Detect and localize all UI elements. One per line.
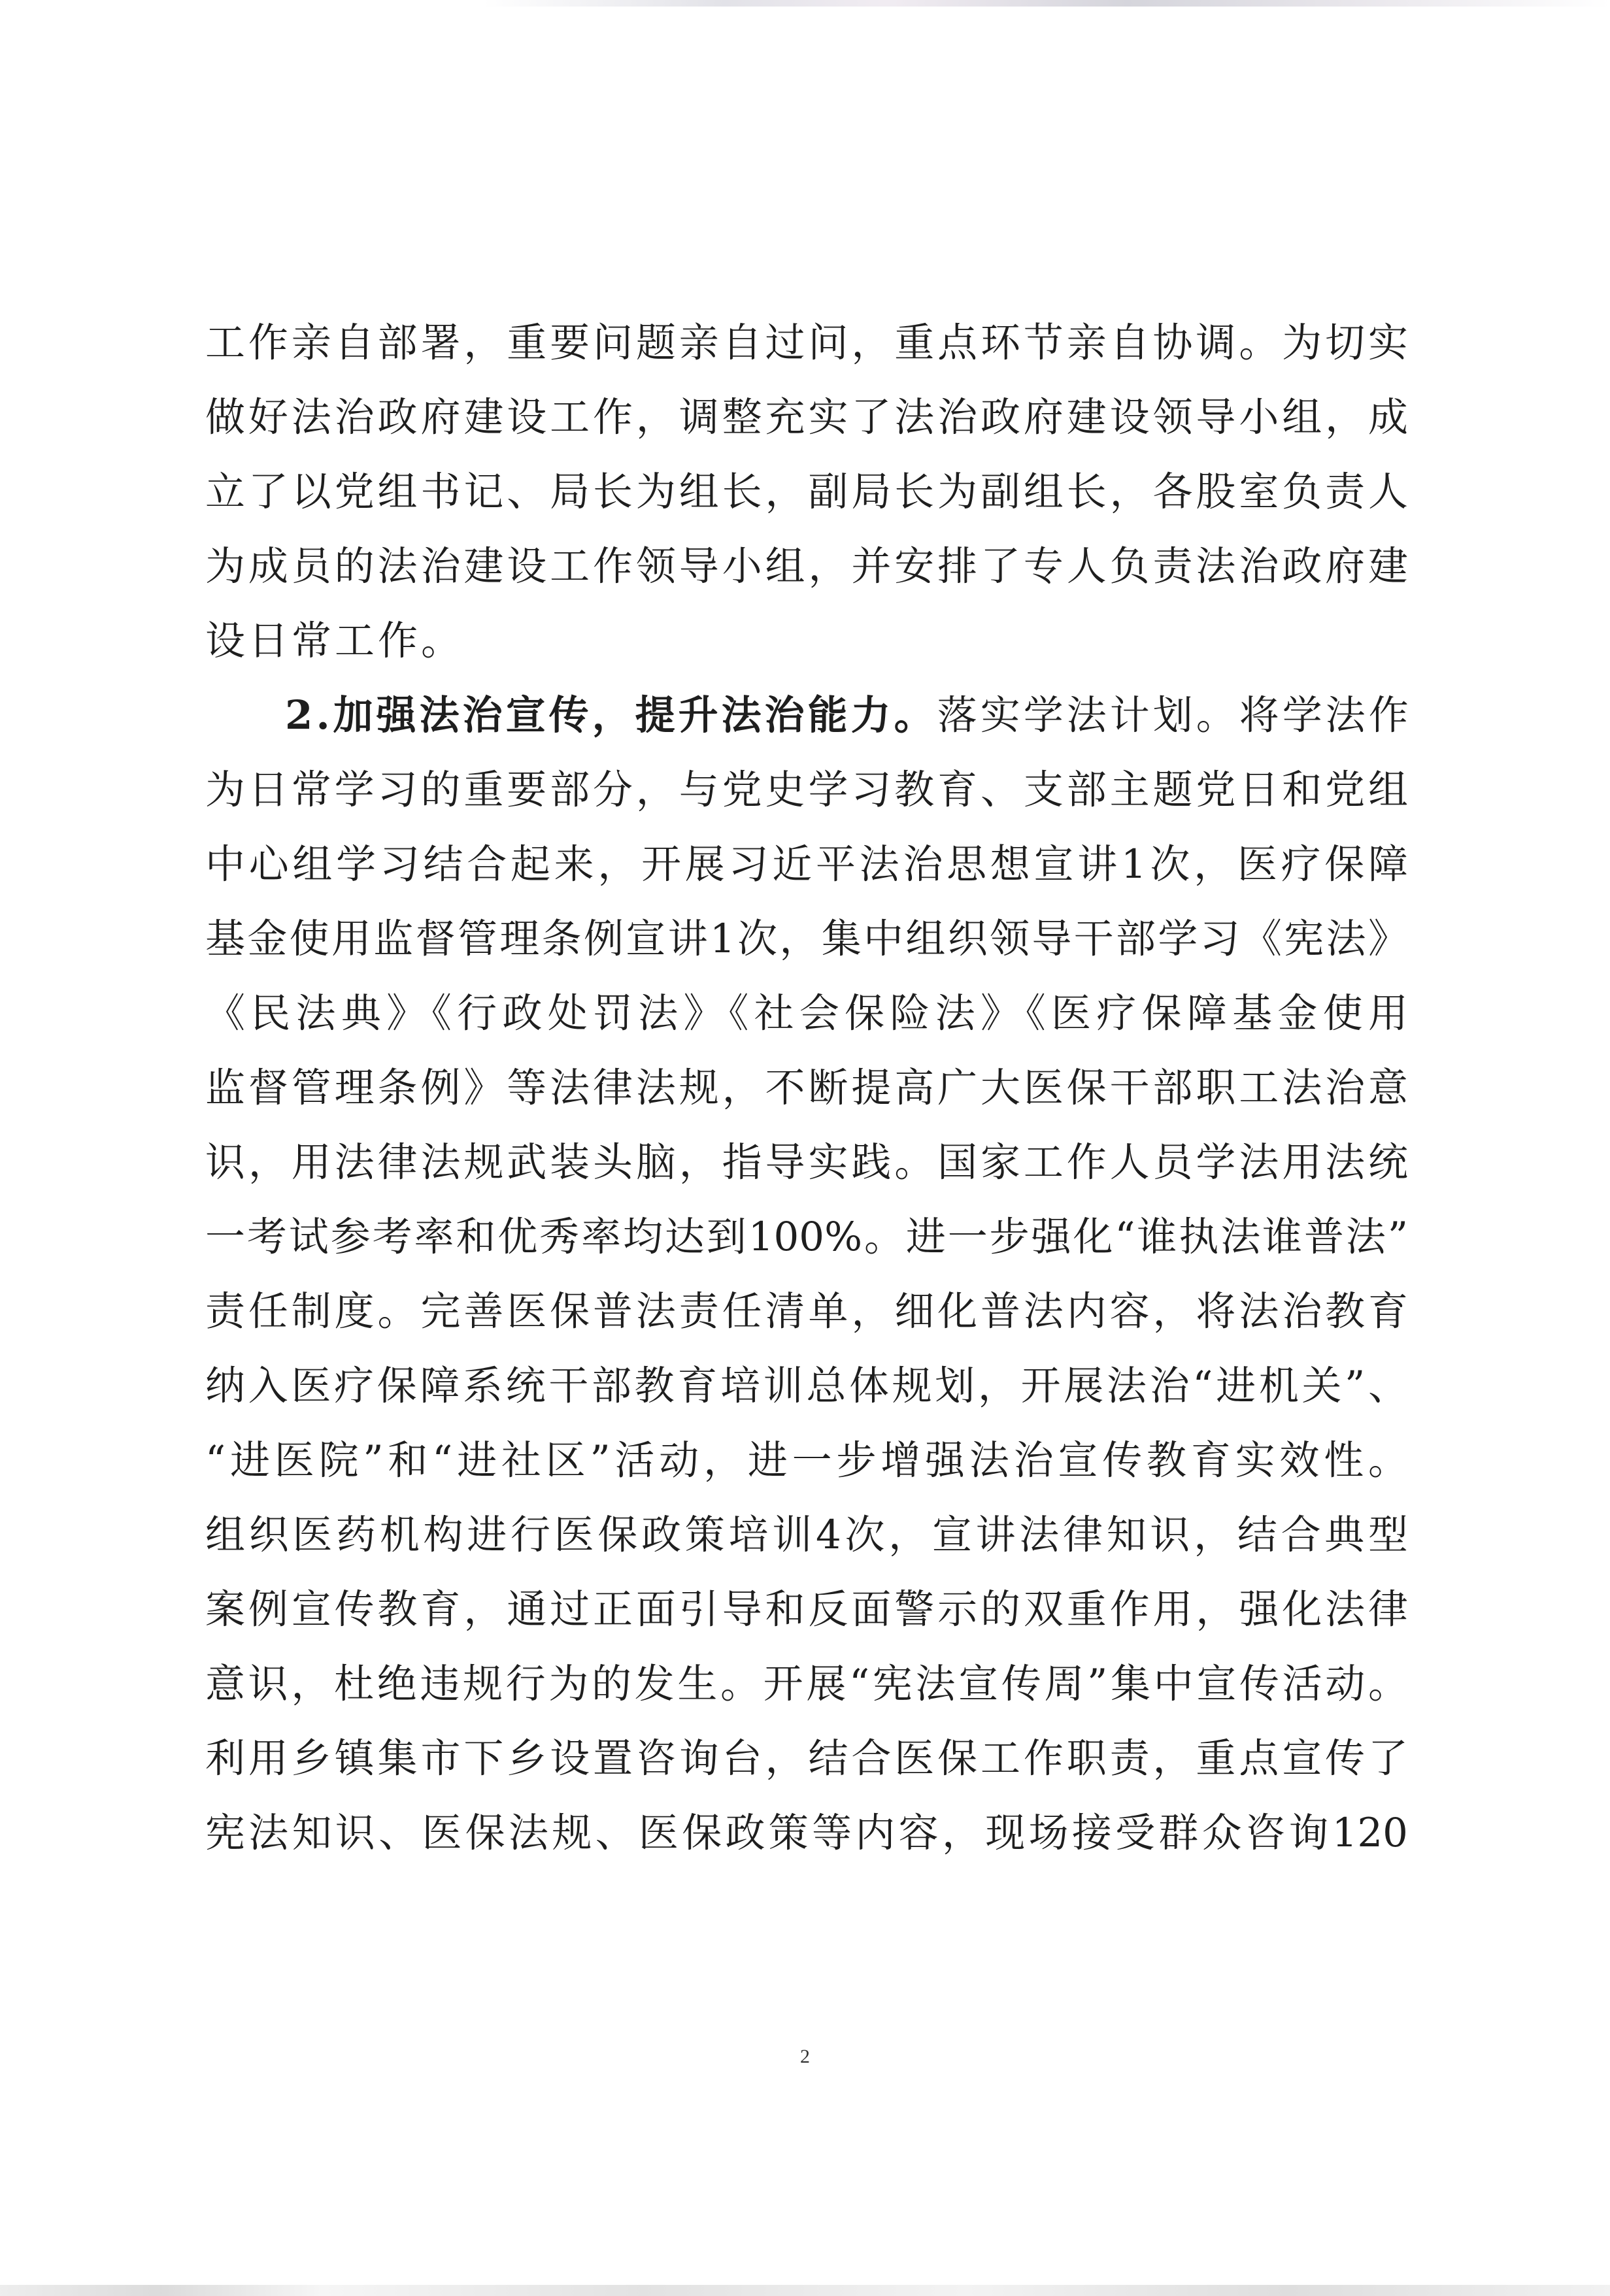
- text-line: 立了以党组书记、局长为组长，副局长为副组长，各股室负责人: [205, 469, 1408, 515]
- text-line: 中心组学习结合起来，开展习近平法治思想宣讲1次，医疗保障: [205, 841, 1408, 888]
- text-run: 落实学法计划。将学法作: [937, 692, 1412, 739]
- section-heading: 2.加强法治宣传，提升法治能力。: [285, 692, 937, 739]
- text-line: 识，用法律法规武装头脑，指导实践。国家工作人员学法用法统: [205, 1139, 1408, 1186]
- text-line: 纳入医疗保障系统干部教育培训总体规划，开展法治“进机关”、: [205, 1363, 1408, 1409]
- text-line: 设日常工作。: [205, 618, 465, 664]
- scan-edge-bottom: [0, 2285, 1610, 2296]
- page-number: 2: [800, 2046, 810, 2067]
- text-line: 利用乡镇集市下乡设置咨询台，结合医保工作职责，重点宣传了: [205, 1735, 1408, 1782]
- document-body: [205, 306, 1412, 1871]
- text-line: 案例宣传教育，通过正面引导和反面警示的双重作用，强化法律: [205, 1586, 1408, 1633]
- text-line: 《民法典》《行政处罚法》《社会保险法》《医疗保障基金使用: [205, 990, 1408, 1037]
- text-line: 为日常学习的重要部分，与党史学习教育、支部主题党日和党组: [205, 767, 1408, 813]
- text-line: 组织医药机构进行医保政策培训4次，宣讲法律知识，结合典型: [205, 1512, 1408, 1558]
- text-line: 工作亲自部署，重要问题亲自过问，重点环节亲自协调。为切实: [205, 320, 1408, 366]
- text-line: 做好法治政府建设工作，调整充实了法治政府建设领导小组，成: [205, 394, 1408, 441]
- text-line: 意识，杜绝违规行为的发生。开展“宪法宣传周”集中宣传活动。: [205, 1661, 1408, 1707]
- text-line: 一考试参考率和优秀率均达到100%。进一步强化“谁执法谁普法”: [205, 1214, 1408, 1260]
- text-line: 责任制度。完善医保普法责任清单，细化普法内容，将法治教育: [205, 1288, 1408, 1335]
- text-line: 基金使用监督管理条例宣讲1次，集中组织领导干部学习《宪法》: [205, 916, 1408, 962]
- text-line: “进医院”和“进社区”活动，进一步增强法治宣传教育实效性。: [205, 1437, 1408, 1484]
- text-line: 监督管理条例》等法律法规，不断提高广大医保干部职工法治意: [205, 1065, 1408, 1111]
- section-heading-line: [205, 678, 1412, 753]
- text-line: 为成员的法治建设工作领导小组，并安排了专人负责法治政府建: [205, 543, 1408, 590]
- scan-edge-top: [0, 0, 1610, 7]
- text-line: 宪法知识、医保法规、医保政策等内容，现场接受群众咨询120: [205, 1810, 1408, 1856]
